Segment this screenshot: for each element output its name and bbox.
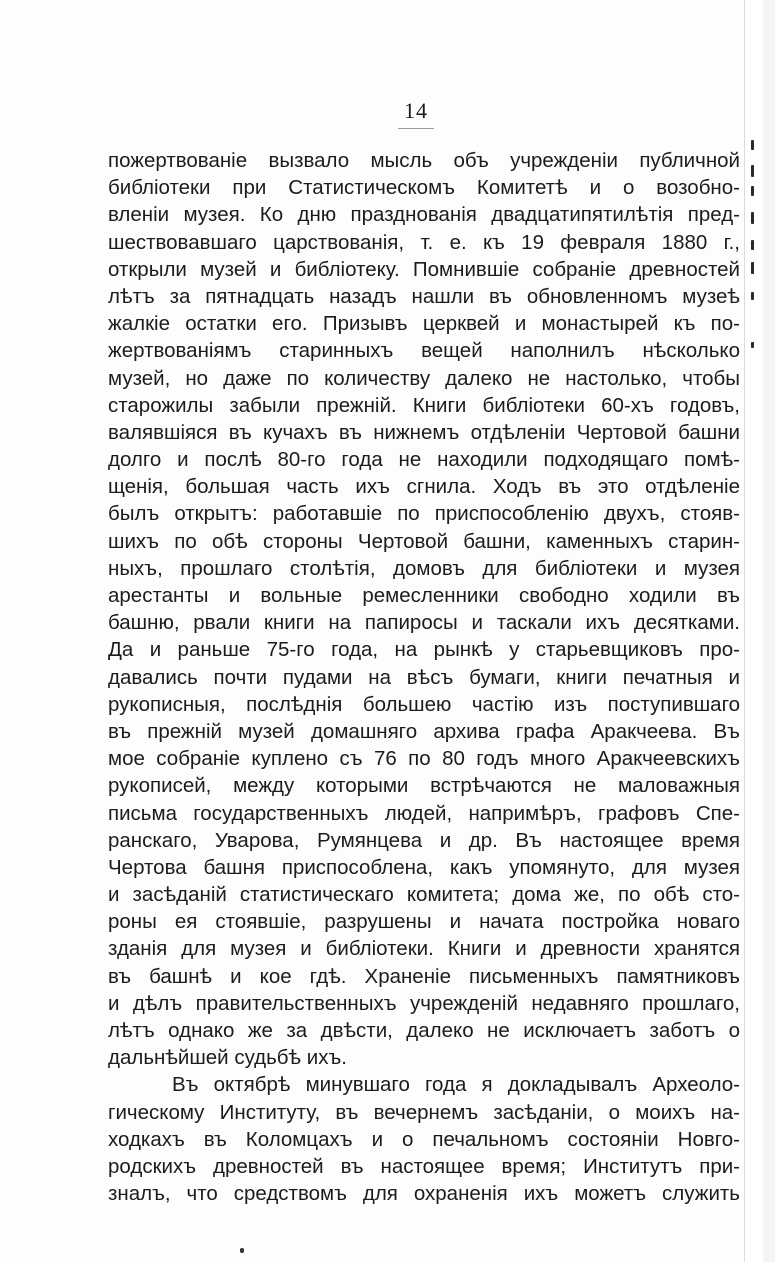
paragraph-end-line: дальнѣйшей судьбѣ ихъ. — [108, 1046, 348, 1070]
text-line: былъ открытъ: работавшіе по приспособленію двухъ, стояв- — [108, 502, 740, 526]
text-line: гическому Институту, въ вечернемъ засѣданіи, о моихъ на- — [108, 1100, 740, 1124]
text-line: роны ея стоявшіе, разрушены и начата постройка новаго — [108, 910, 740, 934]
text-line: шествовавшаго царствованія, т. е. къ 19 февраля 1880 г., — [108, 230, 740, 254]
edge-mark — [751, 292, 754, 300]
text-line: жертвованіямъ старинныхъ вещей наполнилъ нѣсколько — [108, 339, 740, 363]
text-line: шихъ по обѣ стороны Чертовой башни, каменныхъ старин- — [108, 529, 740, 553]
text-line: рукописей, между которыми встрѣчаются не маловажныя — [108, 774, 740, 798]
text-line: долго и послѣ 80-го года не находили подходящаго помѣ- — [108, 448, 740, 472]
text-line: арестанты и вольные ремесленники свободно ходили въ — [108, 584, 740, 607]
text-line: музей, но даже по количеству далеко не настолько, чтобы — [108, 366, 740, 390]
text-line: письма государственныхъ людей, напримѣръ, графовъ Спе- — [108, 801, 740, 825]
text-line: валявшіяся въ кучахъ въ нижнемъ отдѣленіи Чертовой башни — [108, 420, 740, 444]
text-line: родскихъ древностей въ настоящее время; Институтъ при- — [108, 1154, 740, 1178]
edge-mark — [751, 212, 754, 224]
text-line: вленіи музея. Ко дню празднованія двадцатипятилѣтія пред- — [108, 203, 740, 227]
page-number-rule — [398, 128, 434, 129]
edge-mark — [751, 165, 754, 177]
scan-edge-shadow — [763, 0, 775, 1262]
edge-mark — [751, 186, 754, 196]
text-line: зналъ, что средствомъ для охраненія ихъ можетъ служить — [108, 1182, 740, 1206]
text-line: жалкіе остатки его. Призывъ церквей и монастырей къ по- — [108, 312, 740, 336]
page-number: 14 — [404, 98, 428, 123]
body-text — [108, 147, 740, 1207]
paragraph-start-line: Въ октябрѣ минувшаго года я докладывалъ Археоло- — [172, 1073, 740, 1097]
text-line: Чертова башня приспособлена, какъ упомянуто, для музея — [108, 855, 740, 879]
text-line: мое собраніе куплено съ 76 по 80 годъ много Аракчеевскихъ — [108, 747, 740, 771]
text-line: и дѣлъ правительственныхъ учрежденій недавняго прошлаго, — [108, 991, 740, 1015]
text-line: библіотеки при Статистическомъ Комитетѣ и о возобно- — [108, 176, 740, 200]
edge-mark — [751, 342, 754, 348]
text-line: ранскаго, Уварова, Румянцева и др. Въ настоящее время — [108, 828, 740, 852]
edge-mark — [751, 262, 754, 274]
text-line: Да и раньше 75-го года, на рынкѣ у старьевщиковъ про- — [108, 638, 740, 662]
text-line: щенія, большая часть ихъ сгнила. Ходъ въ это отдѣленіе — [108, 475, 740, 499]
edge-mark — [751, 240, 754, 250]
ink-speck — [240, 1248, 244, 1253]
text-line: и засѣданій статистическаго комитета; дома же, по обѣ сто- — [108, 883, 740, 907]
text-line: рукописныя, послѣднія большею частію изъ поступившаго — [108, 692, 740, 716]
text-line: старожилы забыли прежній. Книги библіотеки 60-хъ годовъ, — [108, 393, 740, 417]
text-line: ходкахъ въ Коломцахъ и о печальномъ состояніи Новго- — [108, 1127, 740, 1151]
text-line: лѣтъ однако же за двѣсти, далеко не исключаетъ заботъ о — [108, 1019, 740, 1042]
text-line: пожертвованіе вызвало мысль объ учрежденіи публичной — [108, 149, 740, 172]
text-line: въ башнѣ и кое гдѣ. Храненіе письменныхъ памятниковъ — [108, 964, 740, 988]
scan-edge — [744, 0, 775, 1262]
edge-mark — [751, 140, 754, 150]
text-line: открыли музей и библіотеку. Помнившіе собраніе древностей — [108, 257, 740, 281]
text-line: башню, рвали книги на папиросы и таскали ихъ десятками. — [108, 611, 740, 635]
text-line: ныхъ, прошлаго столѣтія, домовъ для библіотеки и музея — [108, 556, 740, 580]
text-line: лѣтъ за пятнадцать назадъ нашли въ обновленномъ музеѣ — [108, 284, 740, 308]
text-line: давались почти пудами на вѣсъ бумаги, книги печатныя и — [108, 665, 740, 689]
text-line: въ прежній музей домашняго архива графа Аракчеева. Въ — [108, 719, 740, 743]
text-line: зданія для музея и библіотеки. Книги и древности хранятся — [108, 937, 740, 961]
